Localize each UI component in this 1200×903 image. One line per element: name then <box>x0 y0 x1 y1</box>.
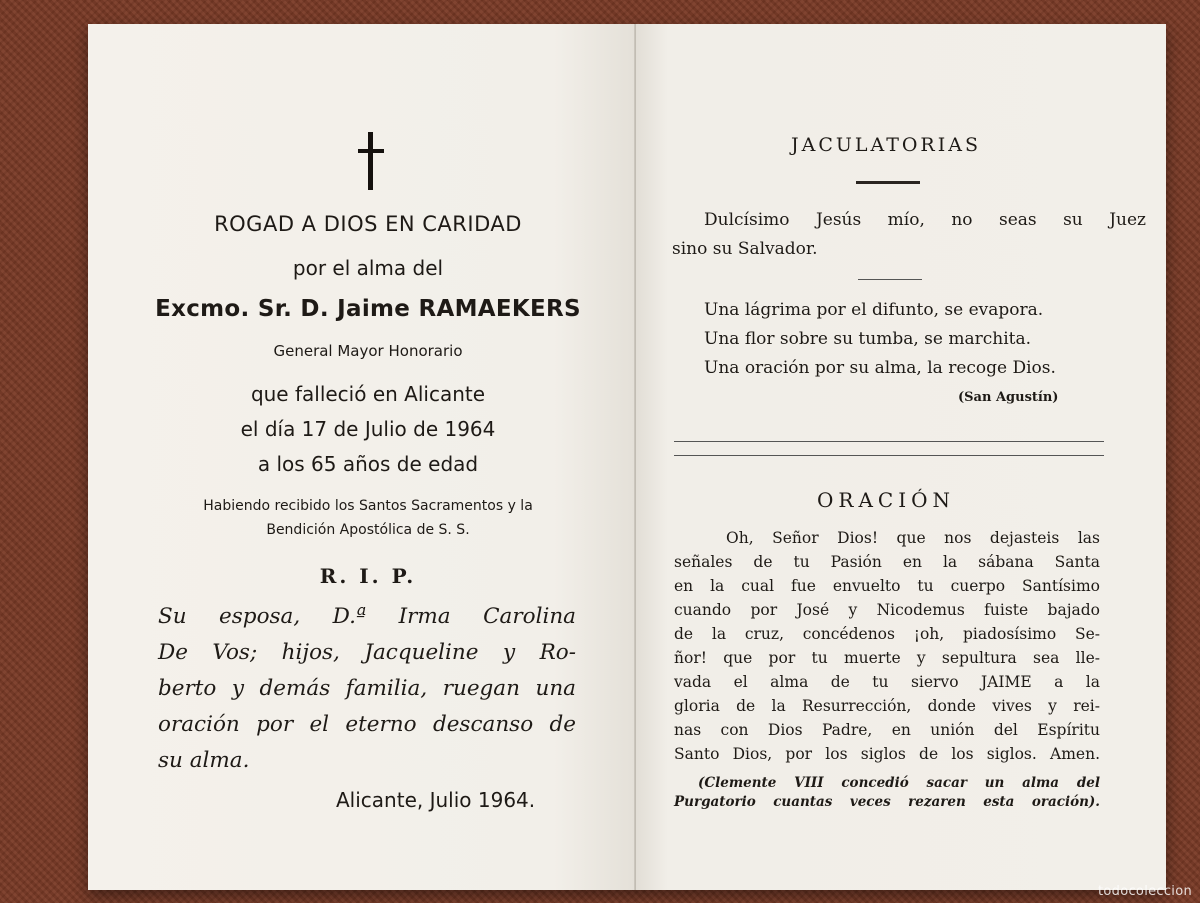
family-line: berto y demás familia, ruegan una <box>158 676 576 701</box>
prayer-line: Santo Dios, por los siglos de los siglos. Amen. <box>674 745 1100 763</box>
prayer-line: gloria de la Resurrección, donde vives y rei- <box>674 697 1100 715</box>
rank: General Mayor Honorario <box>273 342 463 360</box>
prayer-line: Oh, Señor Dios! que nos dejasteis las <box>726 529 1100 547</box>
family-line: De Vos; hijos, Jacqueline y Ro- <box>158 640 576 665</box>
sacraments-line-1: Habiendo recibido los Santos Sacramentos y la <box>203 498 533 514</box>
family-line: Su esposa, D.ª Irma Carolina <box>158 604 576 629</box>
separator <box>858 279 922 280</box>
deceased-name: Excmo. Sr. D. Jaime RAMAEKERS <box>155 296 581 322</box>
oracion-title: ORACIÓN <box>817 488 955 512</box>
prayer-line: de la cruz, concédenos ¡oh, piadosísimo Se- <box>674 625 1100 643</box>
cross-icon <box>358 132 384 190</box>
divider-bottom <box>674 455 1104 456</box>
heading: ROGAD A DIOS EN CARIDAD <box>214 212 522 236</box>
jaculatoria-line: Una oración por su alma, la recoge Dios. <box>704 358 1056 378</box>
watermark: todocoleccion <box>1098 884 1192 899</box>
prayer-line: en la cual fue envuelto tu cuerpo Santísimo <box>674 577 1100 595</box>
jaculatoria-line: Una lágrima por el difunto, se evapora. <box>704 300 1044 320</box>
jaculatoria-line: sino su Salvador. <box>672 239 818 259</box>
memorial-card <box>88 24 1166 890</box>
soul-line: por el alma del <box>292 256 444 280</box>
sacraments-line-2: Bendición Apostólica de S. S. <box>266 522 470 538</box>
jaculatoria-line: Dulcísimo Jesús mío, no seas su Juez <box>704 210 1146 230</box>
death-line-3: a los 65 años de edad <box>257 452 479 476</box>
prayer-line: vada el alma de tu siervo JAIME a la <box>674 673 1100 691</box>
prayer-line: cuando por José y Nicodemus fuiste bajado <box>674 601 1100 619</box>
death-line-1: que falleció en Alicante <box>250 382 486 406</box>
family-line: oración por el eterno descanso de <box>158 712 576 737</box>
divider-top <box>674 441 1104 442</box>
family-line: su alma. <box>158 748 250 773</box>
indulgence-line: (Clemente VIII concedió sacar un alma del <box>698 775 1100 791</box>
prayer-line: señales de tu Pasión en la sábana Santa <box>674 553 1100 571</box>
death-line-2: el día 17 de Julio de 1964 <box>240 417 496 441</box>
jaculatoria-line: Una flor sobre su tumba, se marchita. <box>704 329 1032 349</box>
indulgence-line: Purgatorio cuantas veces rezaren esta oración). <box>674 794 1100 810</box>
prayer-line: ñor! que por tu muerte y sepultura sea lle- <box>674 649 1100 667</box>
attribution: (San Agustín) <box>958 390 1059 405</box>
prayer-line: nas con Dios Padre, en unión del Espíritu <box>674 721 1100 739</box>
title-underline <box>856 181 920 184</box>
place-date: Alicante, Julio 1964. <box>336 788 536 812</box>
jaculatorias-title: JACULATORIAS <box>791 134 981 156</box>
rip: R. I. P. <box>319 564 417 588</box>
right-panel <box>636 24 1166 890</box>
left-panel <box>88 24 636 890</box>
